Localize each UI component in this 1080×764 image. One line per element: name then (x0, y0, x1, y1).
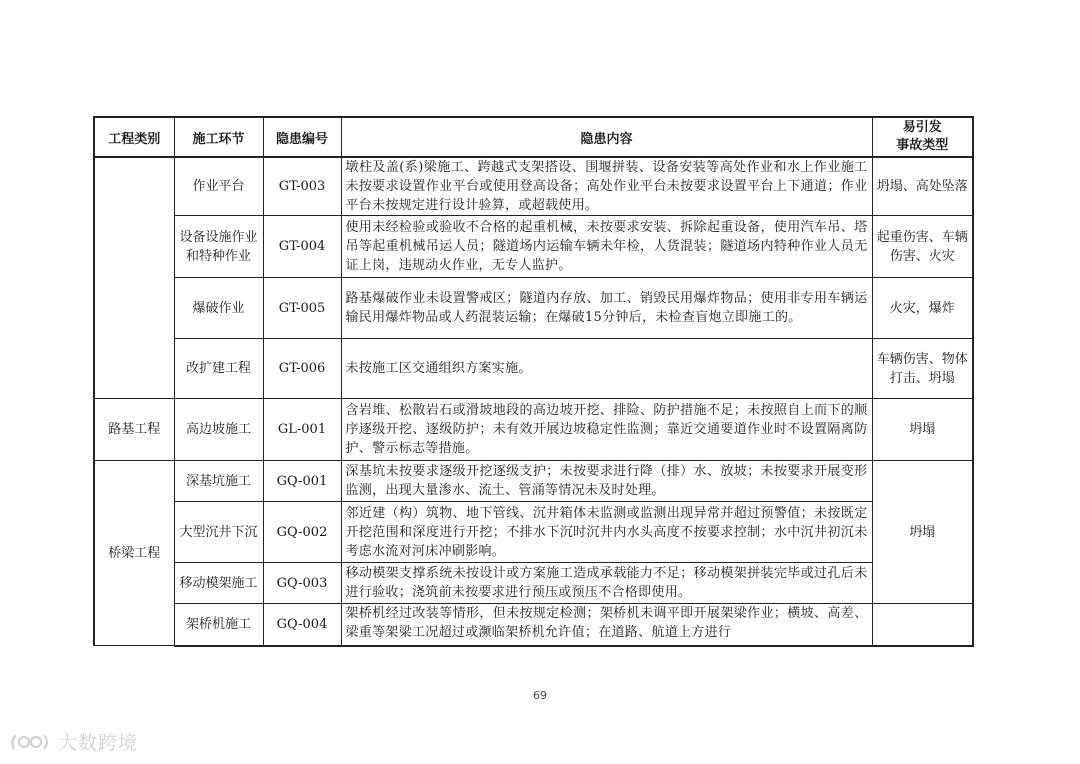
code-cell: GQ-001 (263, 461, 341, 502)
content-cell-text: 架桥机经过改装等情形，但未按规定检测；架桥机未调平即开展架梁作业；横坡、高差、梁重等架梁工况超过或濒临架桥机允许值；在道路、航道上方进行 (345, 606, 868, 640)
stage-cell: 深基坑施工 (174, 461, 263, 502)
accident-cell: 起重伤害、车辆伤害、火灾 (872, 216, 973, 278)
stage-cell: 爆破作业 (174, 278, 263, 339)
content-cell: 含岩堆、松散岩石或滑坡地段的高边坡开挖、排险、防护措施不足；未按照自上而下的顺序逐级开挖、逐级防护；未有效开展边坡稳定性监测；靠近交通要道作业时不设置隔离防护、警示标志等措施。 (341, 399, 872, 461)
code-cell: GT-004 (263, 216, 341, 278)
table-row (94, 157, 973, 216)
table-row (94, 278, 973, 339)
content-cell: 未按施工区交通组织方案实施。 (341, 339, 872, 399)
table-row (94, 339, 973, 399)
stage-cell: 作业平台 (174, 157, 263, 216)
hazard-table (93, 116, 974, 647)
accident-cell: 车辆伤害、物体打击、坍塌 (872, 339, 973, 399)
code-cell: GT-003 (263, 157, 341, 216)
accident-cell: 坍塌 (872, 399, 973, 461)
watermark-text: 大数跨境 (58, 732, 139, 754)
watermark-logo-icon (8, 731, 52, 753)
header-category: 工程类别 (94, 117, 174, 157)
code-cell: GQ-002 (263, 502, 341, 563)
table-header-row (94, 117, 973, 157)
code-cell: GQ-003 (263, 563, 341, 604)
accident-cell: 坍塌 (872, 461, 973, 604)
category-cell: 路基工程 (94, 399, 174, 461)
table-row (94, 604, 973, 646)
table-row (94, 216, 973, 278)
content-cell: 墩柱及盖(系)梁施工、跨越式支架搭设、围堰拼装、设备安装等高处作业和水上作业施工未按要求设置作业平台或使用登高设备；高处作业平台未按要求设置平台上下通道；作业平台未按规定进行设计验算，或超载使用。 (341, 157, 872, 216)
content-cell: 使用未经检验或验收不合格的起重机械，未按要求安装、拆除起重设备，使用汽车吊、塔吊等起重机械吊运人员；隧道场内运输车辆未年检，人货混装；隧道场内特种作业人员无证上岗，违规动火作业，无专人监护。 (341, 216, 872, 278)
table-row (94, 461, 973, 502)
header-stage: 施工环节 (174, 117, 263, 157)
header-accident: 易引发 事故类型 (872, 117, 973, 157)
code-cell: GQ-004 (263, 604, 341, 646)
accident-cell: 坍塌、高处坠落 (872, 157, 973, 216)
code-cell: GL-001 (263, 399, 341, 461)
accident-cell: 火灾，爆炸 (872, 278, 973, 339)
stage-cell: 大型沉井下沉 (174, 502, 263, 563)
code-cell: GT-005 (263, 278, 341, 339)
table-row (94, 502, 973, 563)
table-row (94, 563, 973, 604)
stage-cell: 架桥机施工 (174, 604, 263, 646)
accident-cell (872, 604, 973, 646)
watermark (8, 728, 138, 755)
category-cell: 桥梁工程 (94, 461, 174, 646)
header-code: 隐患编号 (263, 117, 341, 157)
content-cell: 深基坑未按要求逐级开挖逐级支护；未按要求进行降（排）水、放坡；未按要求开展变形监测，出现大量渗水、流土、管涌等情况未及时处理。 (341, 461, 872, 502)
stage-cell: 改扩建工程 (174, 339, 263, 399)
table-row (94, 399, 973, 461)
content-cell (341, 604, 872, 646)
content-cell: 路基爆破作业未设置警戒区；隧道内存放、加工、销毁民用爆炸物品；使用非专用车辆运输民用爆炸物品或人药混装运输；在爆破15分钟后，未检查盲炮立即施工的。 (341, 278, 872, 339)
stage-cell: 高边坡施工 (174, 399, 263, 461)
stage-cell: 设备设施作业和特种作业 (174, 216, 263, 278)
header-content: 隐患内容 (341, 117, 872, 157)
content-cell: 移动模架支撑系统未按设计或方案施工造成承载能力不足；移动模架拼装完毕或过孔后未进行验收；浇筑前未按要求进行预压或预压不合格即使用。 (341, 563, 872, 604)
stage-cell: 移动模架施工 (174, 563, 263, 604)
code-cell: GT-006 (263, 339, 341, 399)
content-cell: 邻近建（构）筑物、地下管线、沉井箱体未监测或监测出现异常并超过预警值；未按既定开挖范围和深度进行开挖；不排水下沉时沉井内水头高度不按要求控制；水中沉井初沉未考虑水流对河床冲刷影响。 (341, 502, 872, 563)
page-number: 69 (533, 689, 547, 702)
category-cell (94, 157, 174, 399)
